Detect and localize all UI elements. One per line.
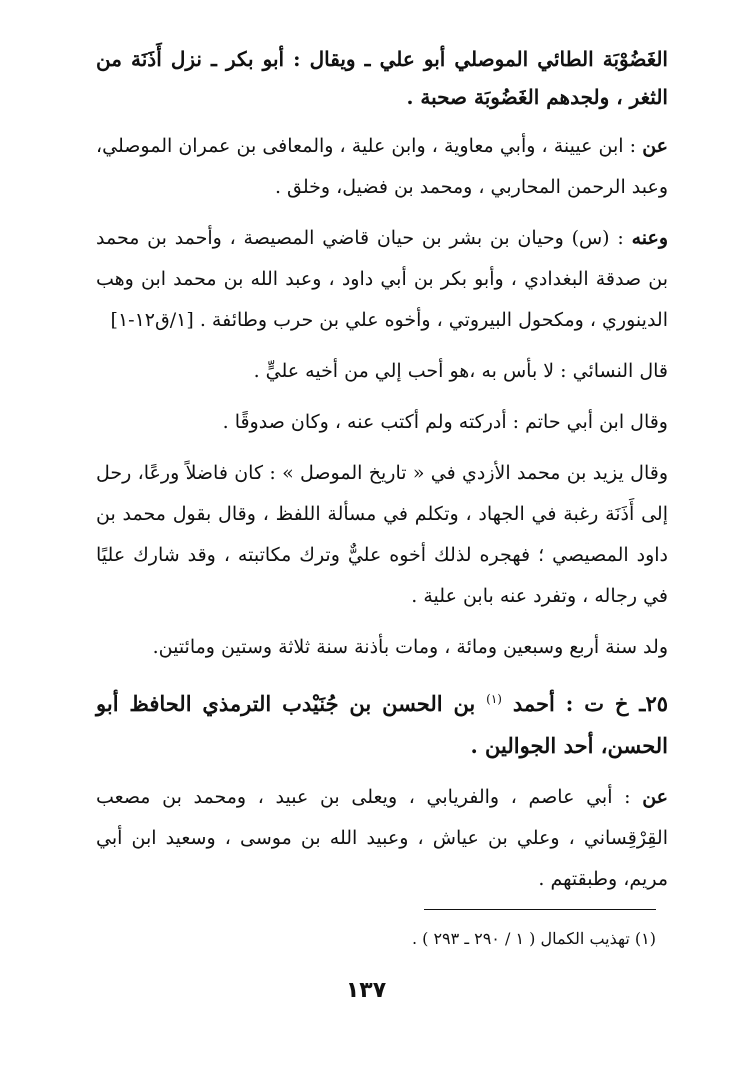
entry-number: ٢٥ـ خ ت : أحمد — [512, 691, 669, 716]
paragraph-lead: عن — [642, 135, 668, 157]
paragraph-text: قال النسائي : لا بأس به ،هو أحب إلي من أخيه عليٍّ . — [253, 360, 668, 382]
paragraph-nasai — [96, 351, 668, 392]
page-number: ١٣٧ — [345, 978, 387, 1003]
paragraph-text: : (س) وحيان بن بشر بن حيان قاضي المصيصة ، وأحمد بن محمد بن صدقة البغدادي ، وأبو بكر بن أبي داود ، وعبد الله بن محمد ابن وهب الدينوري ، ومكحول البيروتي ، وأخوه علي بن حرب وطائفة . [١/ق١٢-١] — [96, 227, 668, 331]
entry-heading — [96, 678, 668, 767]
paragraph-an — [96, 126, 668, 208]
paragraph-entry-an — [96, 777, 668, 900]
paragraph-text: الغَضُوْبَة الطائي الموصلي أبو علي ـ ويقال : أبو بكر ـ نزل أَذَنَة من الثغر ، ولجدهم الغَضُوبَة صحبة . — [96, 47, 668, 109]
page-body — [96, 40, 668, 1032]
paragraph-abi-hatim — [96, 402, 668, 443]
paragraph-text: ولد سنة أربع وسبعين ومائة ، ومات بأذنة سنة ثلاثة وستين ومائتين. — [152, 636, 668, 658]
paragraph-text: : ابن عيينة ، وأبي معاوية ، وابن علية ، والمعافى بن عمران الموصلي، وعبد الرحمن المحاربي ، ومحمد بن فضيل، وخلق . — [96, 135, 668, 198]
footnote: (١) تهذيب الكمال ( ١ / ٢٩٠ ـ ٢٩٣ ) . — [411, 929, 656, 948]
paragraph-text: وقال يزيد بن محمد الأزدي في « تاريخ الموصل » : كان فاضلاً ورعًا، رحل إلى أَذَنَة رغبة في الجهاد ، وتكلم في مسألة اللفظ ، وقال بقول محمد بن داود المصيصي ؛ فهجره لذلك أخوه عليٌّ وترك مكاتبته ، وقد شارك عليًا في رجاله ، وتفرد عنه بابن علية . — [96, 462, 668, 607]
entry-text: بن الحسن بن جُنَيْدب الترمذي الحافظ أبو الحسن، أحد الجوالين . — [96, 691, 668, 758]
paragraph-wa-anhu — [96, 218, 668, 341]
footnote-divider — [424, 909, 656, 910]
paragraph-lead: وعنه — [631, 227, 668, 249]
paragraph-text: وقال ابن أبي حاتم : أدركته ولم أكتب عنه ، وكان صدوقًا . — [222, 411, 668, 433]
paragraph-birth-death — [96, 627, 668, 668]
paragraph-yazid — [96, 453, 668, 617]
paragraph-text: : أبي عاصم ، والفريابي ، ويعلى بن عبيد ، ومحمد بن مصعب القِرْقِساني ، وعلي بن عياش ، وعبيد الله بن موسى ، وسعيد ابن أبي مريم، وطبقتهم . — [96, 786, 668, 890]
paragraph-header — [96, 40, 668, 116]
paragraph-lead: عن — [642, 786, 668, 808]
footnote-reference: (١) — [486, 692, 502, 706]
